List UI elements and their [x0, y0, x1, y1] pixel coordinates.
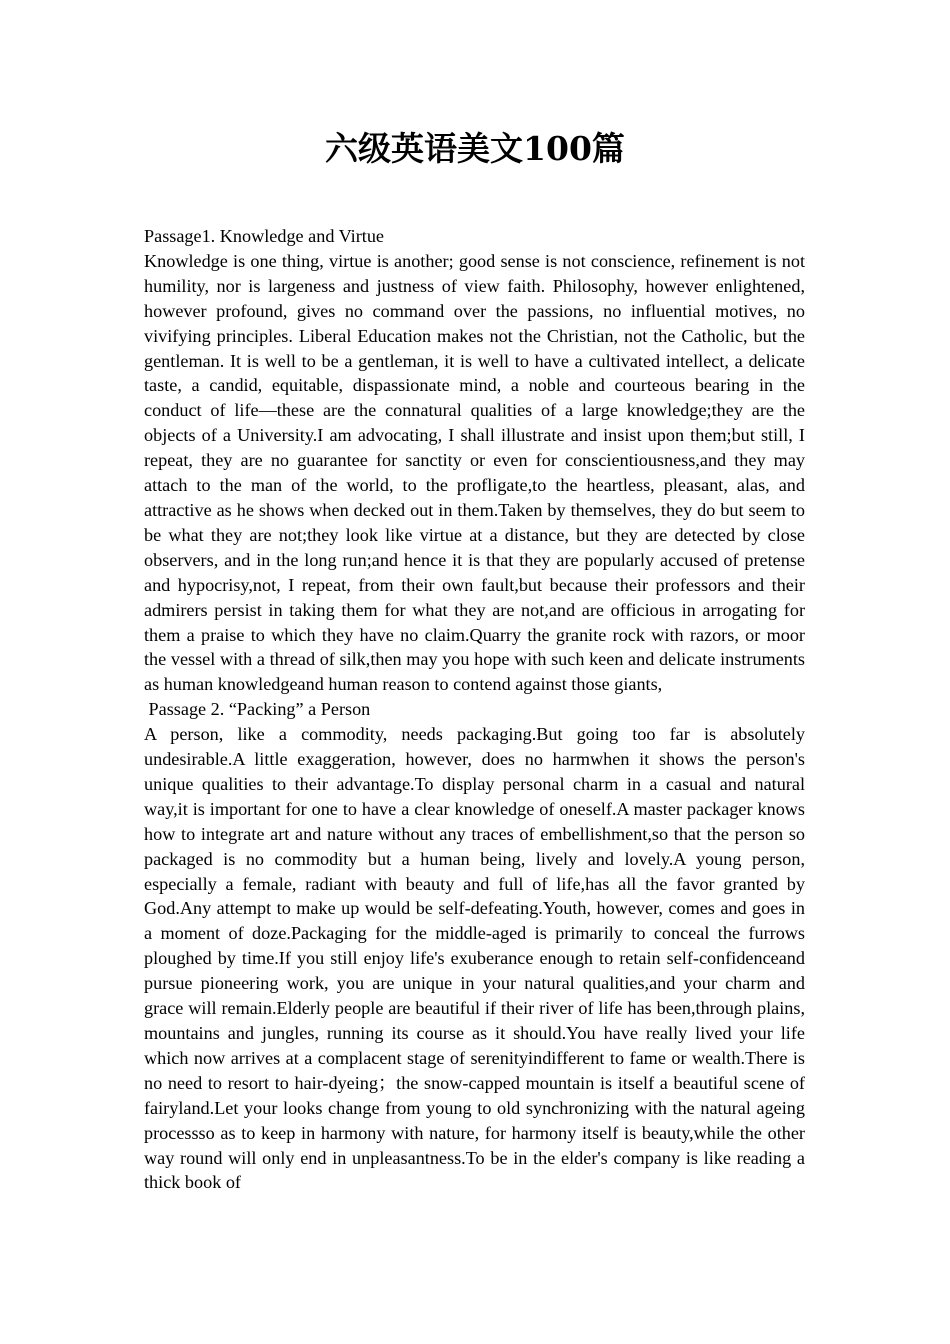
passage-2	[144, 697, 805, 1195]
passage-1	[144, 224, 805, 697]
passage-2-heading: Passage 2. “Packing” a Person	[144, 699, 371, 720]
passage-2-body: A person, like a commodity, needs packaging.But going too far is absolutely undesirable.A little exaggeration, however, does no harmwhen it shows the person's unique qualities to their advantage.To display personal charm in a casual and natural way,it is important for one to have a clear knowledge of oneself.A master packager knows how to integrate art and nature without any traces of embellishment,so that the person so packaged is no commodity but a human being, lively and lovely.A young person, especially a female, radiant with beauty and full of life,has all the favor granted by God.Any attempt to make up would be self-defeating.Youth, however, comes and goes in a moment of doze.Packaging for the middle-aged is primarily to conceal the furrows ploughed by time.If you still enjoy life's exuberance enough to retain self-confidenceand pursue pioneering work, you are unique in your natural qualities,and your charm and grace will remain.Elderly people are beautiful if their river of life has been,through plains, mountains and jungles, running its course as it should.You have really lived your life which now arrives at a complacent stage of serenityindifferent to fame or wealth.There is no need to resort to hair-dyeing；the snow-capped mountain is itself a beautiful scene of fairyland.Let your looks change from young to old synchronizing with the natural ageing processso as to keep in harmony with nature, for harmony itself is beauty,while the other way round will only end in unpleasantness.To be in the elder's company is like reading a thick book of	[144, 724, 805, 1193]
passage-1-body: Knowledge is one thing, virtue is another; good sense is not conscience, refinement is not humility, nor is largeness and justness of view faith. Philosophy, however enlightened, however profound, gives no command over the passions, no influential motives, no vivifying principles. Liberal Education makes not the Christian, not the Catholic, but the gentleman. It is well to be a gentleman, it is well to have a cultivated intellect, a delicate taste, a candid, equitable, dispassionate mind, a noble and courteous bearing in the conduct of life—these are the connatural qualities of a large knowledge;they are the objects of a University.I am advocating, I shall illustrate and insist upon them;but still, I repeat, they are no guarantee for sanctity or even for conscientiousness,and they may attach to the man of the world, to the profligate,to the heartless, pleasant, alas, and attractive as he shows when decked out in them.Taken by themselves, they do but seem to be what they are not;they look like virtue at a distance, but they are detected by close observers, and in the long run;and hence it is that they are popularly accused of pretense and hypocrisy,not, I repeat, from their own fault,but because their professors and their admirers persist in taking them for what they are not,and are officious in arrogating for them a praise to which they have no claim.Quarry the granite rock with razors, or moor the vessel with a thread of silk,then may you hope with such keen and delicate instruments as human knowledgeand human reason to contend against those giants,	[144, 250, 805, 695]
passage-1-heading: Passage1. Knowledge and Virtue	[144, 226, 385, 246]
document-body	[144, 224, 805, 1195]
document-title: 六级英语美文100篇	[325, 129, 625, 168]
